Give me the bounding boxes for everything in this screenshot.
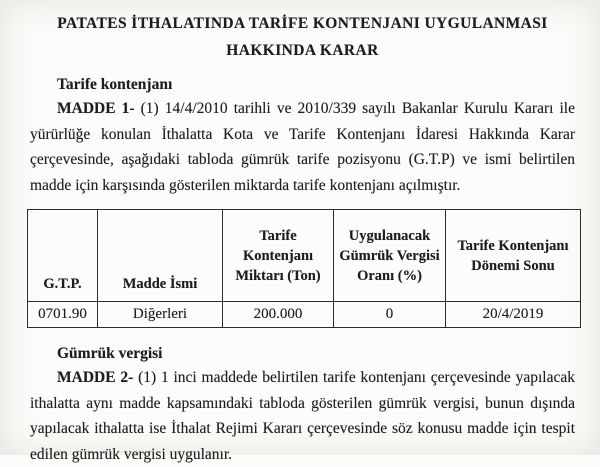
cell-donem-sonu: 20/4/2019 — [446, 302, 581, 328]
cell-madde-ismi: Diğerleri — [98, 302, 223, 328]
cell-gtp-code: 0701.90 — [28, 302, 98, 328]
article-1-paragraph — [30, 96, 575, 198]
column-header-kontenjan-miktari: Tarife Kontenjanı Miktarı (Ton) — [223, 210, 334, 302]
cell-kontenjan-miktari: 200.000 — [223, 302, 334, 328]
document-title-line-2: HAKKINDA KARAR — [226, 42, 379, 59]
column-header-gtp: G.T.P. — [28, 210, 98, 302]
column-header-gumruk-vergisi-orani: Uygulanacak Gümrük Vergisi Oranı (%) — [334, 210, 446, 302]
article-2-text: (1) 1 inci maddede belirtilen tarife kontenjanı çerçevesinde yapılacak ithalatta aynı madde kapsamındaki tabloda gösterilen gümrük vergisi, bunun dışında yapılacak ithalatta ise İthalat Rejimi Kararı çerçevesinde söz konusu madde için tespit edilen gümrük vergisi uygulanır. — [30, 369, 575, 463]
article-2-label: MADDE 2- — [57, 369, 134, 386]
document-title — [40, 10, 565, 64]
table-header-row — [28, 210, 581, 302]
cell-gumruk-vergisi-orani: 0 — [334, 302, 446, 328]
article-1-text: (1) 14/4/2010 tarihli ve 2010/339 sayılı Bakanlar Kurulu Kararı ile yürürlüğe konulan İthalatta Kota ve Tarife Kontenjanı İdaresi Hakkında Karar çerçevesinde, aşağıdaki tabloda gümrük tarife pozisyonu (G.T.P) ve ismi belirtilen madde için karşısında gösterilen miktarda tarife kontenjanı açılmıştır. — [30, 100, 575, 194]
tariff-quota-table — [27, 209, 581, 328]
section-heading-gumruk-vergisi: Gümrük vergisi — [57, 345, 163, 362]
document-title-line-1: PATATES İTHALATINDA TARİFE KONTENJANI UYGULANMASI — [57, 15, 548, 32]
column-header-donem-sonu: Tarife Kontenjanı Dönemi Sonu — [446, 210, 581, 302]
article-2-paragraph — [30, 365, 575, 467]
section-heading-tarife-kontenjani: Tarife kontenjanı — [57, 76, 173, 93]
table-data-row — [28, 302, 581, 328]
column-header-madde-ismi: Madde İsmi — [98, 210, 223, 302]
article-1-label: MADDE 1- — [57, 100, 135, 117]
